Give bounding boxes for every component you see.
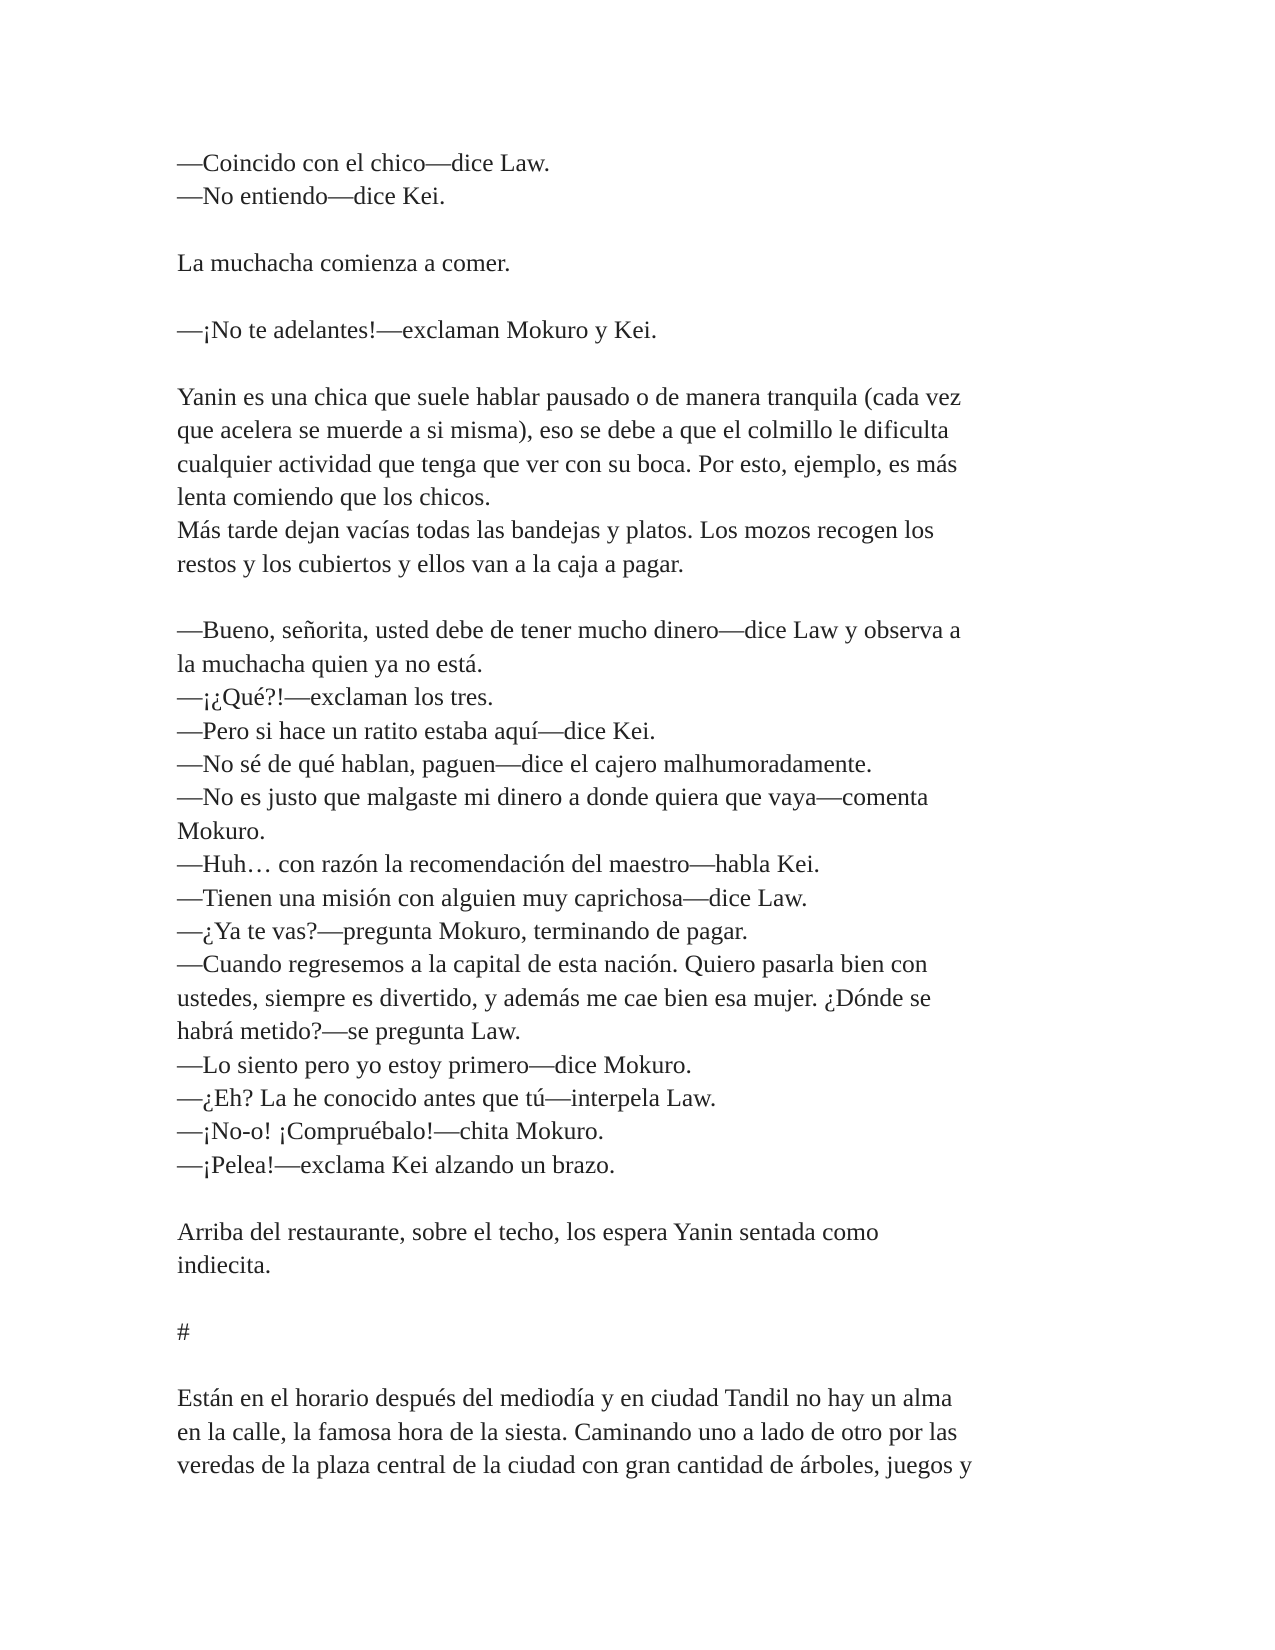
text-line: —¿Eh? La he conocido antes que tú—interpela Law. <box>177 1082 717 1112</box>
blank-line <box>177 1348 1097 1381</box>
text-line: —Huh… con razón la recomendación del maestro—habla Kei. <box>177 849 820 879</box>
text-line: —No entiendo—dice Kei. <box>177 181 446 211</box>
text-line: —Coincido con el chico—dice Law. <box>177 148 550 177</box>
text-line: —¡¿Qué?!—exclaman los tres. <box>177 682 494 712</box>
text-line: —Bueno, señorita, usted debe de tener mucho dinero—dice Law y observa a <box>177 615 961 645</box>
text-line: —No sé de qué hablan, paguen—dice el cajero malhumoradamente. <box>177 749 873 779</box>
text-line: veredas de la plaza central de la ciudad con gran cantidad de árboles, juegos y <box>177 1450 973 1480</box>
text-line: —Tienen una misión con alguien muy caprichosa—dice Law. <box>177 882 808 912</box>
text-line: en la calle, la famosa hora de la siesta. Caminando uno a lado de otro por las <box>177 1416 958 1446</box>
text-line: Arriba del restaurante, sobre el techo, los espera Yanin sentada como <box>177 1216 879 1246</box>
text-line: —Pero si hace un ratito estaba aquí—dice Kei. <box>177 715 656 745</box>
text-line: lenta comiendo que los chicos. <box>177 481 491 511</box>
document-body <box>177 146 1097 1482</box>
blank-line <box>177 1181 1097 1214</box>
text-line: —¿Ya te vas?—pregunta Mokuro, terminando de pagar. <box>177 915 749 945</box>
text-line: Mokuro. <box>177 815 266 845</box>
text-line: —¡No te adelantes!—exclaman Mokuro y Kei. <box>177 314 658 344</box>
blank-line <box>177 213 1097 246</box>
text-line: restos y los cubiertos y ellos van a la caja a pagar. <box>177 548 684 578</box>
text-line: ustedes, siempre es divertido, y además me cae bien esa mujer. ¿Dónde se <box>177 982 932 1012</box>
blank-line <box>177 580 1097 613</box>
text-line: Yanin es una chica que suele hablar pausado o de manera tranquila (cada vez <box>177 381 962 411</box>
text-line: —¡Pelea!—exclama Kei alzando un brazo. <box>177 1149 616 1179</box>
text-line: habrá metido?—se pregunta Law. <box>177 1016 521 1046</box>
text-line: indiecita. <box>177 1249 272 1279</box>
text-line: la muchacha quien ya no está. <box>177 648 483 678</box>
text-line: —No es justo que malgaste mi dinero a donde quiera que vaya—comenta <box>177 782 929 812</box>
text-line: # <box>177 1316 190 1346</box>
text-line: que acelera se muerde a si misma), eso se debe a que el colmillo le dificulta <box>177 415 949 445</box>
text-line: —Cuando regresemos a la capital de esta nación. Quiero pasarla bien con <box>177 949 928 979</box>
text-line: —¡No-o! ¡Compruébalo!—chita Mokuro. <box>177 1116 605 1146</box>
text-line: Están en el horario después del mediodía y en ciudad Tandil no hay un alma <box>177 1383 953 1413</box>
text-line: Más tarde dejan vacías todas las bandejas y platos. Los mozos recogen los <box>177 515 934 545</box>
text-line: La muchacha comienza a comer. <box>177 248 511 278</box>
text-line: cualquier actividad que tenga que ver con su boca. Por esto, ejemplo, es más <box>177 448 958 478</box>
blank-line <box>177 280 1097 313</box>
text-line: —Lo siento pero yo estoy primero—dice Mokuro. <box>177 1049 692 1079</box>
blank-line <box>177 346 1097 379</box>
blank-line <box>177 1281 1097 1314</box>
